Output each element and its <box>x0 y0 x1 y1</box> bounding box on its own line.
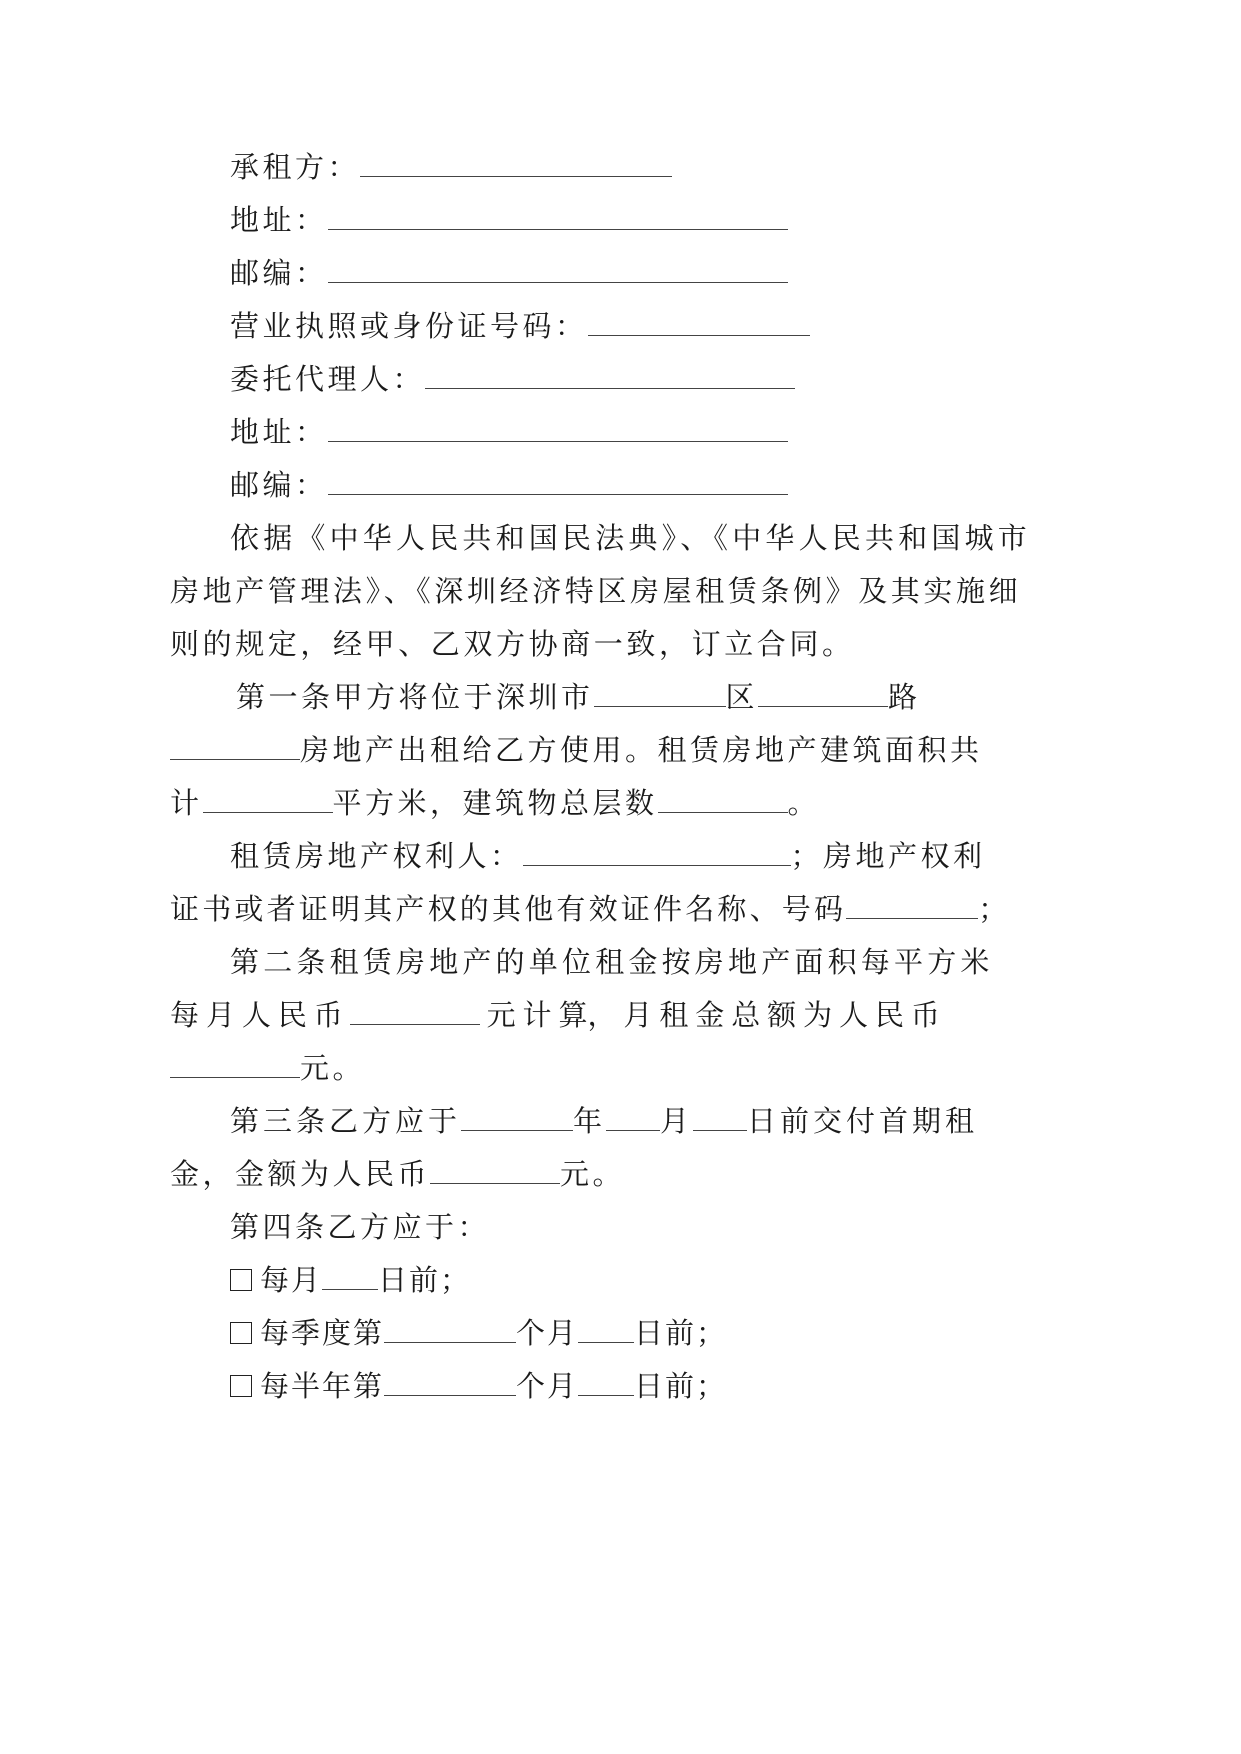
tenant-agent-label: 委托代理人： <box>230 362 426 396</box>
agent-address-blank[interactable] <box>328 419 788 442</box>
owner-label: 租赁房地产权利人： <box>230 839 523 873</box>
checkbox-half-year[interactable] <box>230 1375 252 1397</box>
a2-w10: 租 <box>659 998 689 1032</box>
tenant-license-blank[interactable] <box>588 313 810 336</box>
basis-line-3: 则的规定，经甲、乙双方协商一致，订立合同。 <box>170 627 855 661</box>
basis-line-1: 依据《中华人民共和国民法典》、《中华人民共和国城市 <box>230 521 1032 555</box>
agent-postcode-line <box>230 465 788 505</box>
opt2-day-blank[interactable] <box>578 1320 634 1343</box>
road-blank[interactable] <box>758 684 888 707</box>
tenant-license-line <box>230 306 810 346</box>
area-blank[interactable] <box>203 790 333 813</box>
day-blank[interactable] <box>693 1108 747 1131</box>
year-label: 年 <box>573 1104 607 1138</box>
first-rent-blank[interactable] <box>430 1161 560 1184</box>
article3-line-1 <box>230 1101 978 1141</box>
tenant-postcode-line <box>230 253 788 293</box>
a2-w3: 人 <box>241 998 271 1032</box>
agent-address-label: 地址： <box>230 415 328 449</box>
basis-line-2: 房地产管理法》、《深圳经济特区房屋租赁条例》及其实施细 <box>170 574 1022 608</box>
article3-line-2 <box>170 1154 625 1194</box>
floors-blank[interactable] <box>658 790 788 813</box>
opt2-tail: 日前； <box>634 1316 728 1350</box>
a2-w5: 币 <box>313 998 343 1032</box>
tenant-agent-line <box>230 359 795 399</box>
article3-title: 第三条乙方应于 <box>230 1104 462 1138</box>
article2-end: 元。 <box>300 1051 366 1085</box>
owner-line-1 <box>230 836 986 876</box>
opt2-month-blank[interactable] <box>384 1320 516 1343</box>
a2-w12: 总 <box>731 998 761 1032</box>
tenant-license-label: 营业执照或身份证号码： <box>230 309 588 343</box>
article4-option-2 <box>230 1313 727 1353</box>
checkbox-quarterly[interactable] <box>230 1322 252 1344</box>
district-blank[interactable] <box>594 684 726 707</box>
agent-address-line <box>230 412 788 452</box>
owner-line-2 <box>170 889 1010 929</box>
checkbox-monthly[interactable] <box>230 1269 252 1291</box>
article3-amount-label: 金，金额为人民币 <box>170 1157 431 1191</box>
tenant-address-blank[interactable] <box>328 207 788 230</box>
a2-w14: 为 <box>803 998 833 1032</box>
article1-line2-text: 房地产出租给乙方使用。租赁房地产建筑面积共 <box>300 733 983 767</box>
opt3-day-blank[interactable] <box>578 1373 634 1396</box>
a2-w9: 月 <box>623 998 653 1032</box>
opt2-month-label: 个月 <box>516 1316 579 1350</box>
tenant-address-line <box>230 200 788 240</box>
article1-title: 第一条甲方将位于深圳市 <box>236 680 594 714</box>
opt2-label: 每季度第 <box>260 1316 385 1350</box>
opt1-label: 每月 <box>260 1263 323 1297</box>
road-label: 路 <box>888 680 921 714</box>
opt3-month-blank[interactable] <box>384 1373 516 1396</box>
a2-w1: 每 <box>170 998 200 1032</box>
article4-option-3 <box>230 1366 727 1406</box>
a2-w2: 月 <box>205 998 235 1032</box>
monthly-rent-blank[interactable] <box>170 1055 300 1078</box>
article1-line3-lead: 计 <box>170 786 203 820</box>
article4-title: 第四条乙方应于： <box>230 1210 491 1244</box>
article2-line-2 <box>170 995 940 1035</box>
a2-w11: 金 <box>695 998 725 1032</box>
opt3-tail: 日前； <box>634 1369 728 1403</box>
tenant-name-blank[interactable] <box>360 154 672 177</box>
tenant-postcode-blank[interactable] <box>328 260 788 283</box>
article1-line-1 <box>236 677 921 717</box>
tenant-postcode-label: 邮编： <box>230 256 328 290</box>
a2-w8: 算， <box>558 998 617 1032</box>
unit-rent-blank[interactable] <box>350 1002 480 1025</box>
certificate-blank[interactable] <box>846 896 978 919</box>
month-label: 月 <box>660 1104 694 1138</box>
a2-w4: 民 <box>277 998 307 1032</box>
article2-line-1: 第二条租赁房地产的单位租金按房地产面积每平方米 <box>230 945 994 979</box>
owner-line1-tail: ；房地产权利 <box>790 839 986 873</box>
owner-line2-end: ； <box>978 892 1011 926</box>
article2-line-3 <box>170 1048 365 1088</box>
article4-option-1 <box>230 1260 471 1300</box>
year-blank[interactable] <box>461 1108 573 1131</box>
a2-w17: 币 <box>910 998 940 1032</box>
opt1-day-blank[interactable] <box>322 1267 378 1290</box>
certificate-label: 证书或者证明其产权的其他有效证件名称、号码 <box>170 892 847 926</box>
article3-end: 元。 <box>560 1157 626 1191</box>
a2-w13: 额 <box>767 998 797 1032</box>
article3-line1-tail: 日前交付首期租 <box>747 1104 979 1138</box>
a2-w16: 民 <box>874 998 904 1032</box>
a2-w6: 元 <box>486 998 516 1032</box>
area-unit-text: 平方米，建筑物总层数 <box>332 786 658 820</box>
owner-blank[interactable] <box>523 843 791 866</box>
opt3-label: 每半年第 <box>260 1369 385 1403</box>
tenant-agent-blank[interactable] <box>425 366 795 389</box>
month-blank[interactable] <box>606 1108 660 1131</box>
agent-postcode-label: 邮编： <box>230 468 328 502</box>
property-blank[interactable] <box>170 737 300 760</box>
tenant-name-line <box>230 147 672 187</box>
opt1-tail: 日前； <box>378 1263 472 1297</box>
article1-line-3 <box>170 783 820 823</box>
agent-postcode-blank[interactable] <box>328 472 788 495</box>
tenant-address-label: 地址： <box>230 203 328 237</box>
a2-w15: 人 <box>839 998 869 1032</box>
opt3-month-label: 个月 <box>516 1369 579 1403</box>
district-label: 区 <box>725 680 759 714</box>
article1-line-2 <box>170 730 983 770</box>
a2-w7: 计 <box>522 998 552 1032</box>
tenant-name-label: 承租方： <box>230 150 361 184</box>
article1-end: 。 <box>787 786 821 820</box>
